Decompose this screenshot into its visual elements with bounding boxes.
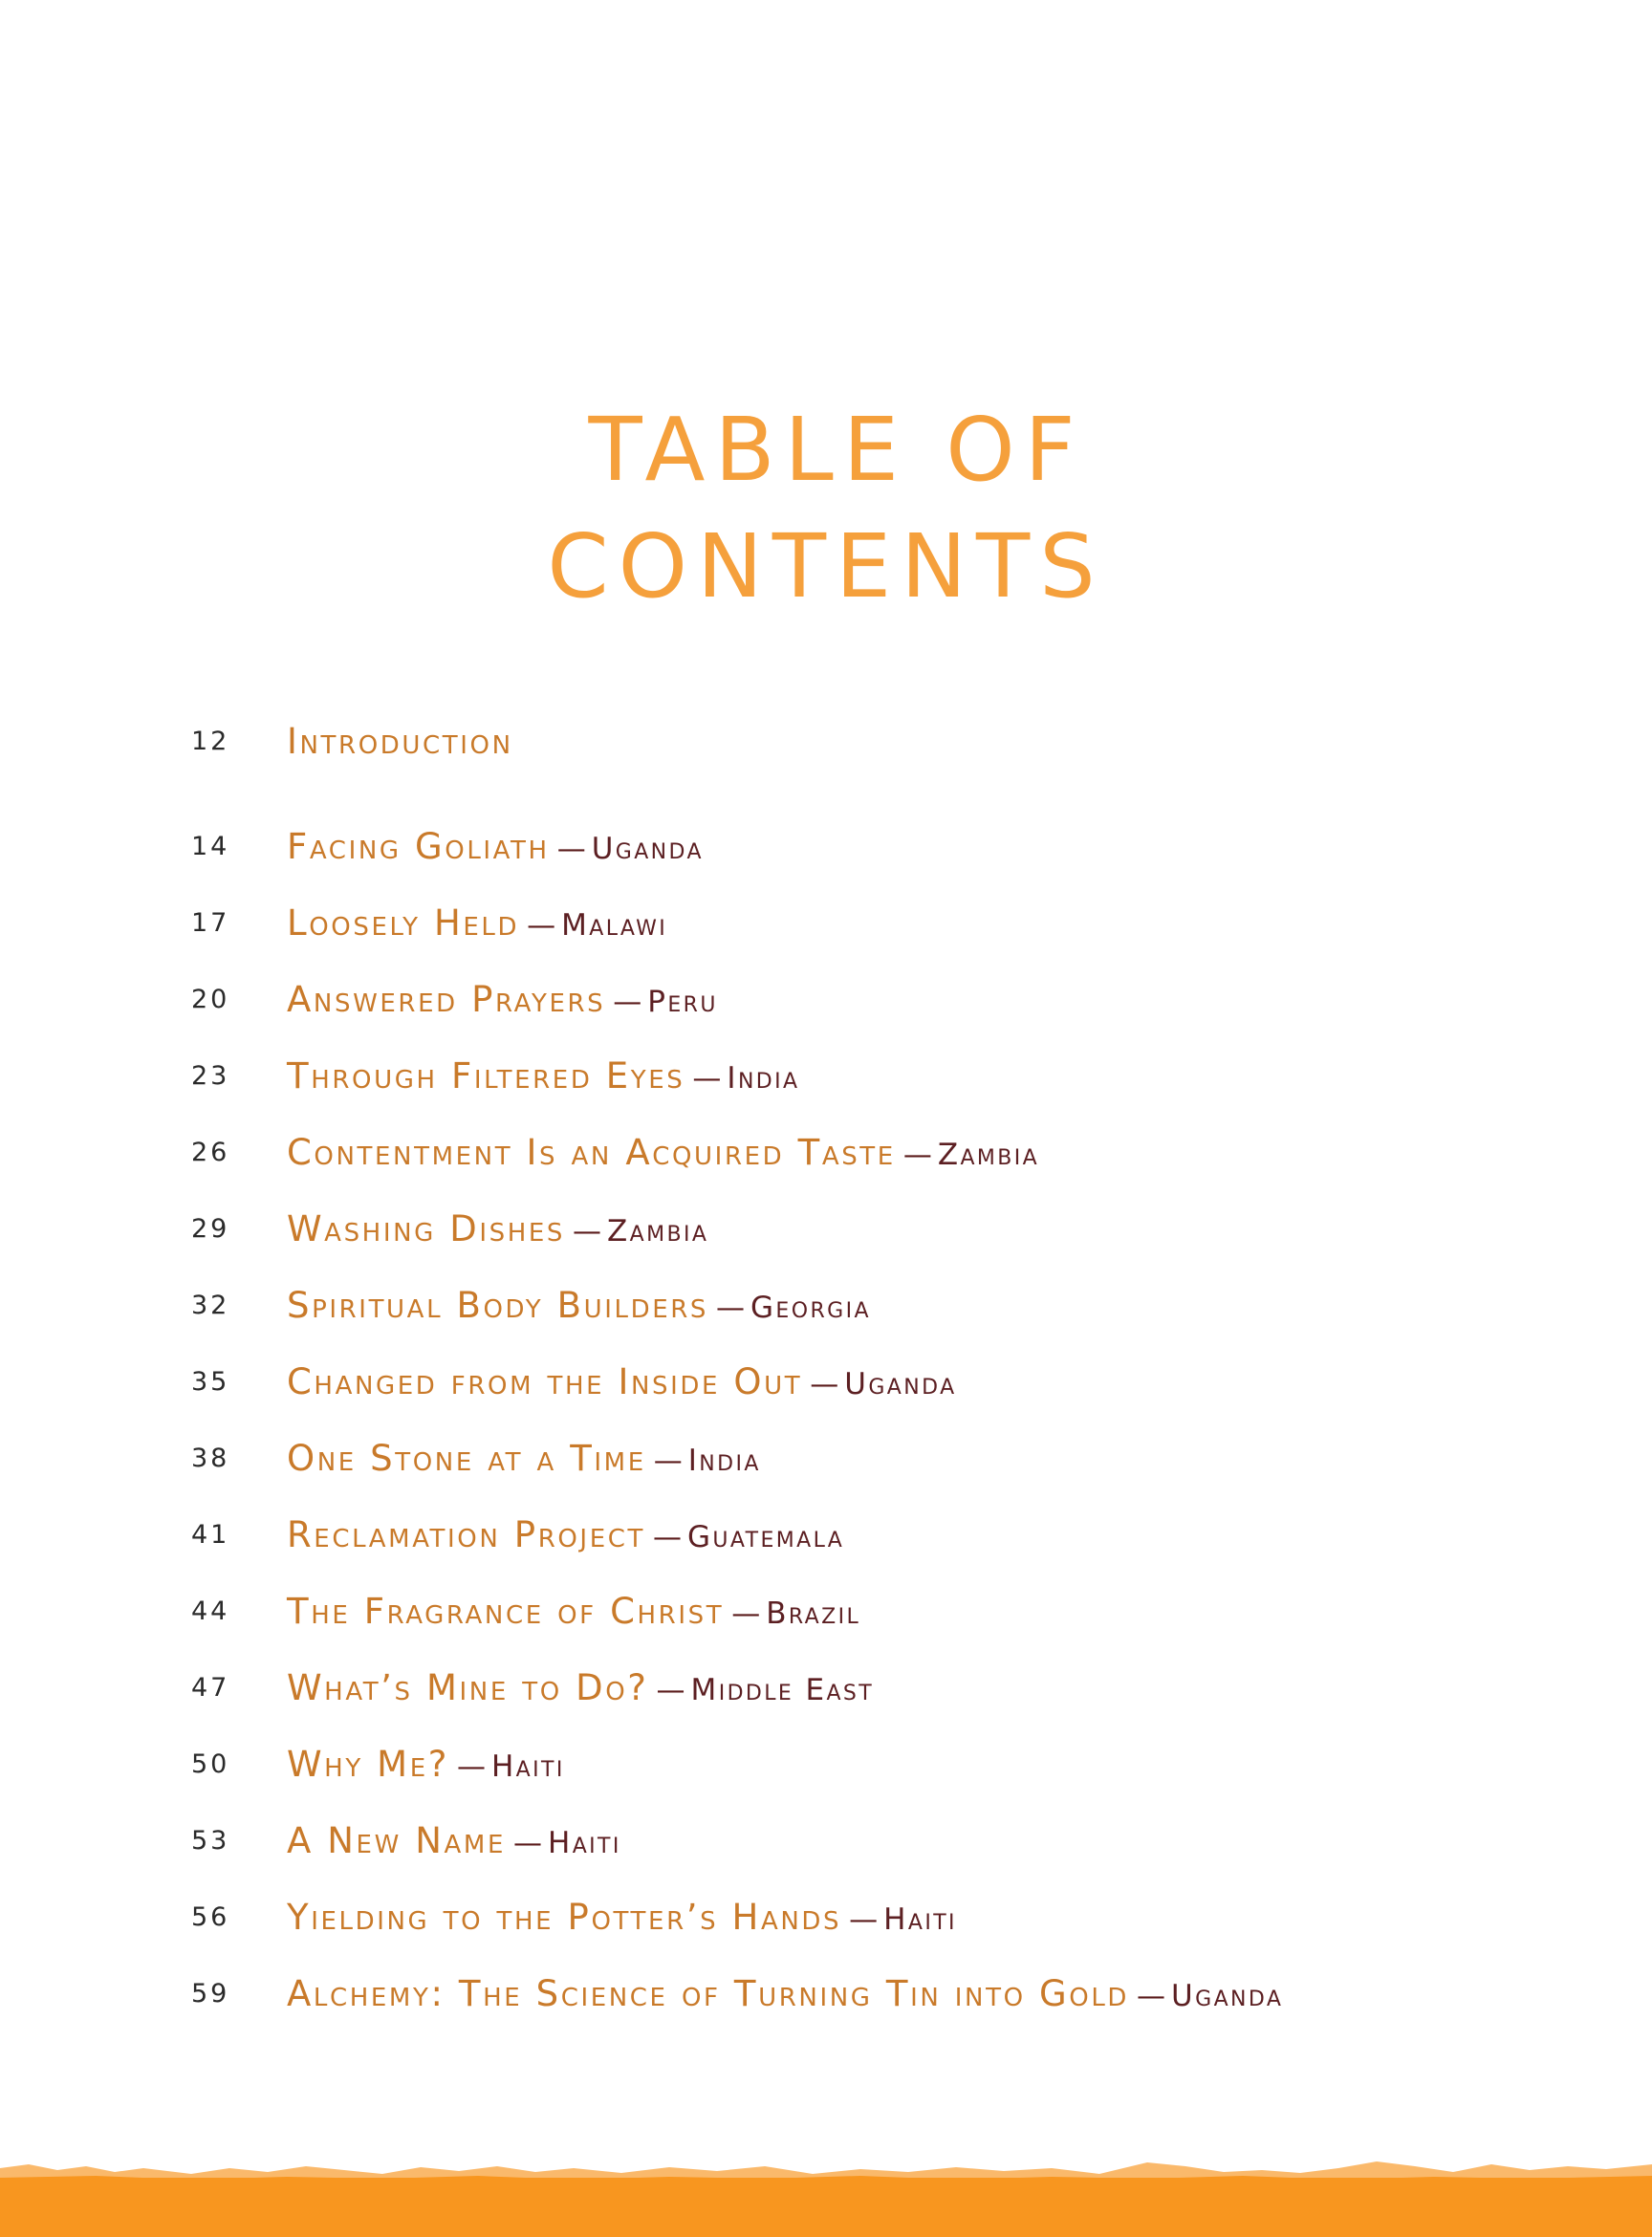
entry-title: One Stone at a Time: [287, 1438, 646, 1479]
entry-text: [287, 1208, 708, 1249]
entry-text: [287, 1285, 871, 1326]
entry-title: Reclamation Project: [287, 1514, 645, 1555]
entry-text: [287, 1361, 957, 1402]
entry-country: Haiti: [547, 1826, 621, 1860]
entry-title: The Fragrance of Christ: [287, 1591, 725, 1632]
em-dash-separator: —: [810, 1368, 839, 1401]
page-number: 32: [191, 1291, 230, 1320]
entry-text: [287, 1667, 874, 1708]
entry-title: A New Name: [287, 1820, 506, 1861]
entry-title: Introduction: [287, 721, 513, 762]
entry-title: Through Filtered Eyes: [287, 1055, 685, 1097]
entry-text: [287, 1514, 844, 1555]
entry-title: Changed from the Inside Out: [287, 1361, 803, 1402]
entry-text: [287, 1438, 761, 1479]
entry-country: Uganda: [844, 1367, 957, 1401]
entry-text: [287, 1820, 621, 1861]
page-number: 41: [191, 1520, 230, 1550]
entry-country: Zambia: [607, 1214, 709, 1249]
entry-country: Zambia: [937, 1138, 1040, 1172]
entry-text: [287, 1744, 565, 1785]
em-dash-separator: —: [456, 1750, 486, 1784]
em-dash-separator: —: [656, 1674, 685, 1707]
entry-country: Malawi: [561, 908, 668, 943]
entry-title: Alchemy: The Science of Turning Tin into Gold: [287, 1973, 1130, 2014]
em-dash-separator: —: [512, 1827, 542, 1860]
entry-text: [287, 826, 704, 867]
page-number: 23: [191, 1061, 230, 1091]
em-dash-separator: —: [902, 1139, 932, 1172]
em-dash-separator: —: [731, 1597, 761, 1631]
page-number: 50: [191, 1749, 230, 1779]
page-number: 26: [191, 1138, 230, 1167]
em-dash-separator: —: [692, 1062, 722, 1096]
entry-text: [287, 1055, 799, 1097]
page-number: 47: [191, 1673, 230, 1703]
entry-title: Facing Goliath: [287, 826, 550, 867]
entry-country: Middle East: [690, 1673, 875, 1707]
em-dash-separator: —: [716, 1292, 745, 1325]
entry-country: India: [687, 1444, 761, 1478]
entry-text: [287, 979, 718, 1020]
entry-text: [287, 721, 513, 762]
page-title-line-1: TABLE OF: [588, 399, 1085, 501]
page-number: 56: [191, 1902, 230, 1932]
entry-title: Answered Prayers: [287, 979, 606, 1020]
page-number: 53: [191, 1826, 230, 1856]
em-dash-separator: —: [849, 1903, 879, 1937]
entry-title: Loosely Held: [287, 902, 520, 944]
page-number: 12: [191, 727, 230, 756]
entry-text: [287, 1591, 860, 1632]
em-dash-separator: —: [573, 1215, 601, 1249]
entry-country: Guatemala: [686, 1520, 845, 1554]
entry-title: Why Me?: [287, 1744, 449, 1785]
entry-country: Uganda: [1171, 1979, 1284, 2013]
page-number: 59: [191, 1979, 230, 2009]
page-number: 38: [191, 1444, 230, 1473]
page-number: 14: [191, 832, 230, 861]
em-dash-separator: —: [1137, 1980, 1166, 2013]
entry-title: What’s Mine to Do?: [287, 1667, 649, 1708]
entry-country: Uganda: [591, 832, 704, 866]
page-number: 20: [191, 985, 230, 1014]
entry-text: [287, 1973, 1283, 2014]
page-number: 17: [191, 908, 230, 938]
em-dash-separator: —: [652, 1521, 682, 1554]
page-title-line-2: CONTENTS: [547, 515, 1105, 618]
decorative-orange-band: [0, 2178, 1652, 2237]
entry-title: Yielding to the Potter’s Hands: [287, 1897, 842, 1938]
entry-title: Washing Dishes: [287, 1208, 565, 1249]
entry-text: [287, 1132, 1039, 1173]
em-dash-separator: —: [653, 1444, 683, 1478]
em-dash-separator: —: [613, 986, 642, 1019]
em-dash-separator: —: [556, 833, 586, 866]
entry-country: Brazil: [766, 1596, 861, 1631]
entry-country: Peru: [647, 985, 718, 1019]
entry-text: [287, 902, 667, 944]
em-dash-separator: —: [527, 909, 556, 943]
entry-country: Haiti: [883, 1902, 957, 1937]
entry-country: India: [727, 1061, 800, 1096]
page-title: [0, 392, 1652, 625]
entry-country: Georgia: [750, 1291, 871, 1325]
entry-text: [287, 1897, 957, 1938]
entry-title: Spiritual Body Builders: [287, 1285, 708, 1326]
entry-title: Contentment Is an Acquired Taste: [287, 1132, 896, 1173]
page-number: 44: [191, 1596, 230, 1626]
page-number: 35: [191, 1367, 230, 1397]
entry-country: Haiti: [490, 1749, 565, 1784]
page-number: 29: [191, 1214, 230, 1244]
